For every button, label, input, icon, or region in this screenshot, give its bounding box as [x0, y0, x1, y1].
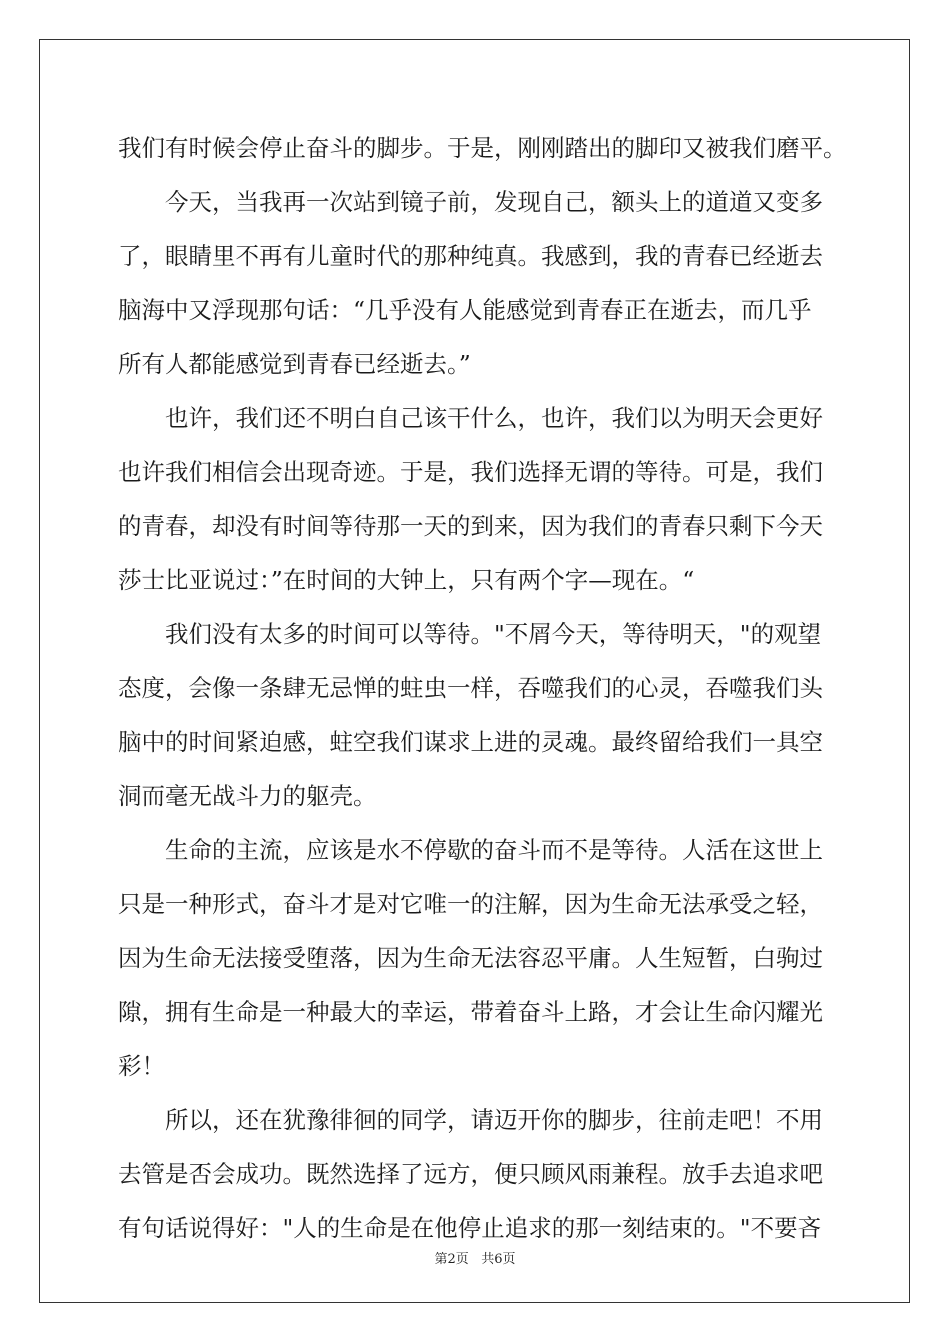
page-footer	[0, 1248, 950, 1267]
text-line: 的青春，却没有时间等待那一天的到来，因为我们的青春只剩下今天	[118, 512, 823, 540]
total-pages: 共6页	[481, 1252, 516, 1267]
text-line: 去管是否会成功。既然选择了远方，便只顾风雨兼程。放手去追求吧	[118, 1160, 823, 1188]
text-line: 我们没有太多的时间可以等待。"不屑今天，等待明天，"的观望	[165, 620, 822, 648]
text-line: 莎士比亚说过：”在时间的大钟上，只有两个字—现在。“	[118, 566, 695, 594]
document-body	[118, 121, 847, 1255]
text-line: 隙，拥有生命是一种最大的幸运，带着奋斗上路，才会让生命闪耀光	[118, 998, 823, 1026]
text-line: 彩！	[118, 1052, 165, 1080]
page-number: 第2页	[434, 1252, 469, 1267]
footer-gap	[469, 1252, 481, 1267]
text-line: 洞而毫无战斗力的躯壳。	[118, 782, 377, 810]
text-line: 今天，当我再一次站到镜子前，发现自己，额头上的道道又变多	[165, 188, 823, 216]
text-line: 脑中的时间紧迫感，蛀空我们谋求上进的灵魂。最终留给我们一具空	[118, 728, 823, 756]
text-line: 了，眼睛里不再有儿童时代的那种纯真。我感到，我的青春已经逝去	[118, 242, 823, 270]
text-line: 所以，还在犹豫徘徊的同学，请迈开你的脚步，往前走吧！不用	[165, 1106, 823, 1134]
text-line: 也许，我们还不明白自己该干什么，也许，我们以为明天会更好	[165, 404, 823, 432]
text-line: 生命的主流，应该是水不停歇的奋斗而不是等待。人活在这世上	[165, 836, 823, 864]
text-line: 有句话说得好："人的生命是在他停止追求的那一刻结束的。"不要吝	[118, 1214, 822, 1242]
text-line: 我们有时候会停止奋斗的脚步。于是，刚刚踏出的脚印又被我们磨平。	[118, 134, 847, 162]
text-line: 只是一种形式，奋斗才是对它唯一的注解，因为生命无法承受之轻，	[118, 890, 823, 918]
text-line: 态度，会像一条肆无忌惮的蛀虫一样，吞噬我们的心灵，吞噬我们头	[118, 674, 823, 702]
text-line: 也许我们相信会出现奇迹。于是，我们选择无谓的等待。可是，我们	[118, 458, 823, 486]
text-line: 因为生命无法接受堕落，因为生命无法容忍平庸。人生短暂，白驹过	[118, 944, 823, 972]
text-line: 所有人都能感觉到青春已经逝去。”	[118, 350, 471, 378]
text-line: 脑海中又浮现那句话：“几乎没有人能感觉到青春正在逝去，而几乎	[118, 296, 812, 324]
